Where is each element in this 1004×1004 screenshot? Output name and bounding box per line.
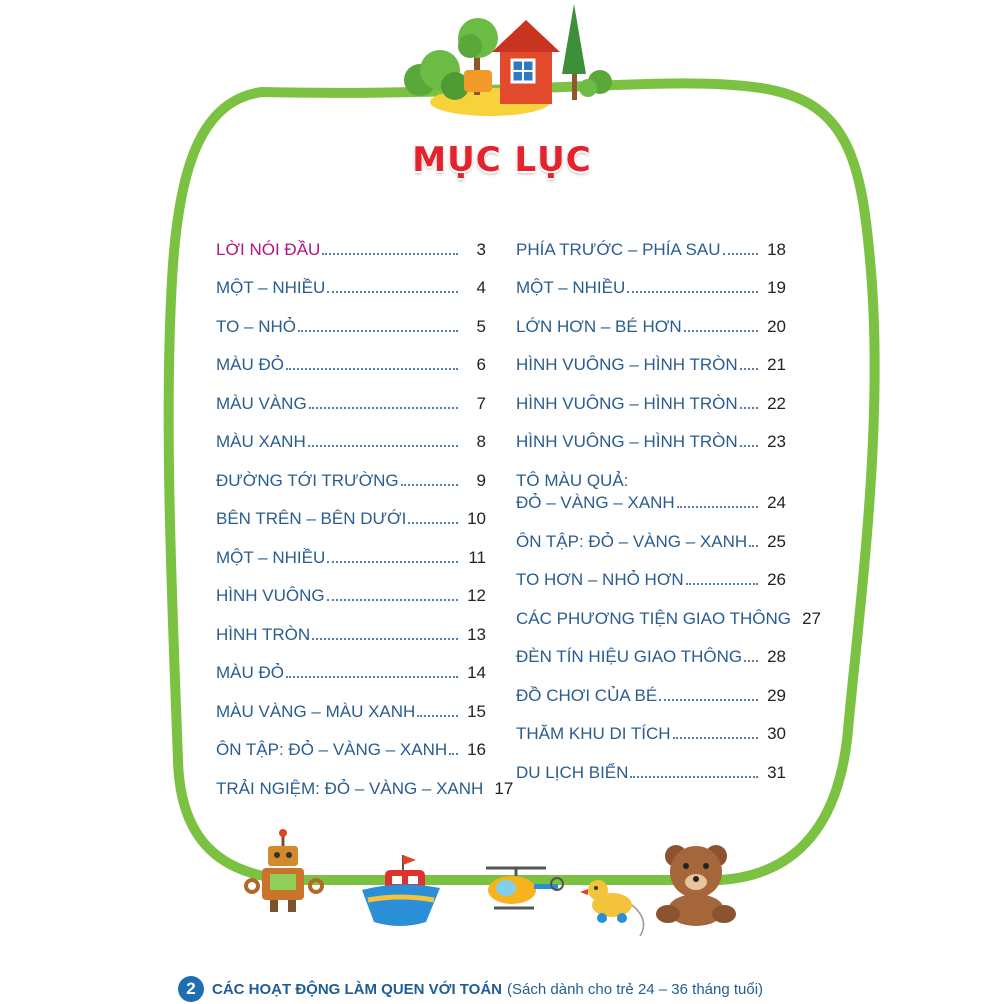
toc-leader-dots — [312, 638, 458, 640]
toc-leader-dots — [630, 776, 758, 778]
toc-entry — [516, 591, 821, 630]
toc-entry-page: 4 — [476, 278, 486, 297]
toc-entry-title: MÀU XANH — [216, 432, 306, 451]
toc-left-column — [216, 222, 514, 800]
toc-leader-dots — [740, 445, 758, 447]
toc-entry-page: 7 — [476, 393, 486, 413]
toc-entry-page: 3 — [476, 239, 486, 259]
page-title: MỤC LỤC — [412, 140, 592, 180]
toc-entry — [516, 376, 786, 415]
toc-entry-page: 17 — [494, 778, 514, 798]
toc-entry-page: 11 — [468, 547, 486, 567]
toc-entry — [216, 723, 486, 762]
toc-leader-dots — [308, 445, 458, 447]
toc-entry-title: HÌNH TRÒN — [216, 624, 311, 644]
toc-entry-title: ÔN TẬP: ĐỎ – VÀNG – XANH — [516, 531, 748, 551]
toc-leader-dots — [744, 660, 758, 662]
toc-entry — [216, 607, 486, 646]
toc-leader-dots — [684, 330, 758, 332]
helicopter-icon — [486, 868, 563, 908]
toc-entry — [216, 646, 486, 685]
toc-leader-dots — [749, 545, 758, 547]
toc-entry — [516, 415, 786, 454]
toc-leader-dots — [309, 407, 458, 409]
toc-entry-page: 18 — [767, 239, 786, 259]
toc-entry-page: 25 — [767, 531, 786, 551]
toc-entry-title: MỘT – NHIỀU — [216, 547, 326, 567]
toc-entry-page: 27 — [802, 608, 821, 628]
toc-entry-page: 23 — [767, 432, 786, 451]
toc-entry-title: HÌNH VUÔNG – HÌNH TRÒN — [516, 355, 738, 374]
toc-entry-title: MỘT – NHIỀU — [516, 278, 626, 297]
teddy-bear-icon — [656, 845, 736, 926]
toc-leader-dots — [740, 407, 758, 409]
toc-entry-title: ĐỒ CHƠI CỦA BÉ — [516, 685, 658, 705]
toc-entry — [516, 261, 786, 300]
page-footer — [178, 976, 763, 1002]
toc-entry-page: 26 — [767, 570, 786, 589]
toc-leader-dots — [298, 330, 458, 332]
toc-entry-title: TRẢI NGIỆM: ĐỎ – VÀNG – XANH — [216, 778, 484, 798]
book-title: CÁC HOẠT ĐỘNG LÀM QUEN VỚI TOÁN — [212, 980, 503, 998]
toc-entry — [216, 338, 486, 377]
toc-leader-dots — [723, 253, 758, 255]
toc-entry — [216, 684, 486, 723]
toc-entry-title: TO HƠN – NHỎ HƠN — [516, 570, 684, 589]
toc-entry-title: HÌNH VUÔNG — [216, 586, 325, 605]
toc-leader-dots — [401, 484, 458, 486]
toc-entry — [516, 338, 786, 377]
toc-entry — [516, 707, 786, 746]
toc-leader-dots — [677, 506, 758, 508]
toc-entry — [516, 668, 786, 707]
toc-entry — [216, 492, 486, 531]
toc-right-column — [516, 222, 821, 784]
toc-entry — [516, 514, 786, 553]
toc-entry-page: 6 — [476, 355, 486, 374]
toy-boat-icon — [362, 855, 440, 926]
toc-leader-dots — [286, 676, 458, 678]
toc-entry-title: TÔ MÀU QUẢ: ĐỎ – VÀNG – XANH — [516, 471, 675, 512]
toc-entry — [216, 261, 486, 300]
toc-entry-page: 28 — [767, 647, 786, 666]
toc-leader-dots — [327, 561, 458, 563]
toc-leader-dots — [673, 737, 758, 739]
toc-entry-page: 22 — [767, 393, 786, 413]
toc-leader-dots — [740, 368, 758, 370]
toc-entry-title: BÊN TRÊN – BÊN DƯỚI — [216, 509, 407, 528]
toc-leader-dots — [408, 522, 458, 524]
toc-entry-page: 30 — [767, 724, 786, 743]
toc-leader-dots — [659, 699, 758, 701]
toc-entry-title: TO – NHỎ — [216, 316, 296, 336]
toc-entry — [216, 761, 514, 800]
toc-entry — [216, 299, 486, 338]
toc-leader-dots — [286, 368, 458, 370]
toc-entry-page: 24 — [767, 493, 786, 512]
toc-entry — [216, 569, 486, 608]
toc-entry-page: 31 — [767, 762, 786, 782]
toc-entry-page: 29 — [767, 685, 786, 705]
toc-entry-title: MÀU ĐỎ — [216, 663, 284, 682]
toc-entry-title: MÀU VÀNG – MÀU XANH — [216, 701, 416, 721]
toc-entry-title: THĂM KHU DI TÍCH — [516, 724, 671, 743]
duck-toy-icon — [580, 880, 644, 936]
toc-leader-dots — [417, 715, 458, 717]
toc-entry-title: MÀU ĐỎ — [216, 355, 284, 374]
toc-entry-page: 5 — [476, 316, 486, 336]
toc-entry — [516, 553, 786, 592]
toc-entry — [216, 453, 486, 492]
toc-entry-page: 9 — [476, 470, 486, 490]
toc-entry-page: 8 — [476, 432, 486, 451]
toc-entry-page: 13 — [467, 624, 486, 644]
toc-leader-dots — [327, 599, 458, 601]
toc-entry-page: 19 — [767, 278, 786, 297]
toc-entry-title: HÌNH VUÔNG – HÌNH TRÒN — [516, 432, 738, 451]
toc-entry — [516, 453, 786, 514]
toc-entry — [216, 376, 486, 415]
toc-entry-page: 21 — [767, 355, 786, 374]
toc-entry — [516, 745, 786, 784]
toc-entry-page: 16 — [467, 740, 486, 759]
page-number: 2 — [178, 976, 204, 1002]
toc-entry-title: LỚN HƠN – BÉ HƠN — [516, 316, 682, 336]
toc-entry-title: HÌNH VUÔNG – HÌNH TRÒN — [516, 393, 738, 413]
toc-entry — [516, 222, 786, 261]
toc-entry-title: ĐÈN TÍN HIỆU GIAO THÔNG — [516, 647, 743, 666]
toc-entry-page: 15 — [467, 701, 486, 721]
toc-leader-dots — [322, 253, 458, 255]
toc-entry — [216, 222, 486, 261]
toc-leader-dots — [627, 291, 758, 293]
toc-leader-dots — [327, 291, 458, 293]
toc-entry — [216, 415, 486, 454]
toc-entry-title: ÔN TẬP: ĐỎ – VÀNG – XANH — [216, 740, 448, 759]
toc-entry-title: PHÍA TRƯỚC – PHÍA SAU — [516, 239, 721, 259]
toc-entry-title: LỜI NÓI ĐẦU — [216, 239, 321, 259]
toc-entry — [516, 299, 786, 338]
toc-entry-page: 10 — [467, 509, 486, 528]
toc-entry — [216, 530, 486, 569]
toc-entry-title: DU LỊCH BIỂN — [516, 762, 629, 782]
toc-entry-title: MÀU VÀNG — [216, 393, 307, 413]
toc-entry-page: 20 — [767, 316, 786, 336]
toc-entry-page: 14 — [467, 663, 486, 682]
toc-leader-dots — [686, 583, 758, 585]
toc-leader-dots — [449, 753, 458, 755]
toc-entry — [516, 630, 786, 669]
toc-entry-page: 12 — [467, 586, 486, 605]
toc-entry-title: MỘT – NHIỀU — [216, 278, 326, 297]
book-subtitle: (Sách dành cho trẻ 24 – 36 tháng tuổi) — [507, 980, 764, 998]
toc-entry-title: ĐƯỜNG TỚI TRƯỜNG — [216, 470, 399, 490]
toc-entry-title: CÁC PHƯƠNG TIỆN GIAO THÔNG — [516, 608, 791, 628]
